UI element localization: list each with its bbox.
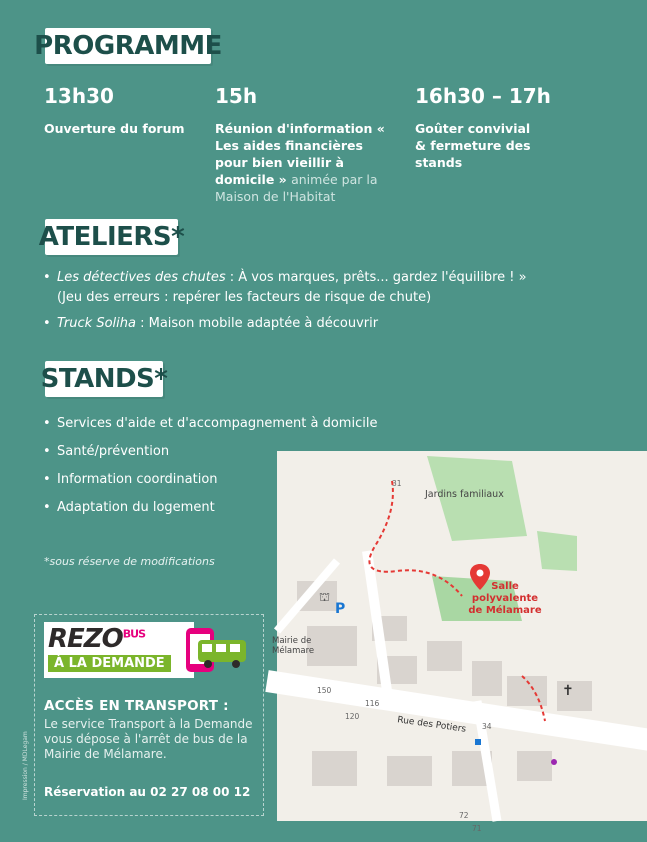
stand-item-text: Santé/prévention bbox=[57, 444, 170, 459]
access-text: Le service Transport à la Demande vous dépose à l'arrêt de bus de la Mairie de Mélamare. bbox=[44, 717, 253, 761]
house-number: 71 bbox=[472, 824, 482, 833]
ateliers-list bbox=[43, 268, 573, 334]
venue-label bbox=[465, 581, 545, 617]
church-icon: ✝ bbox=[562, 683, 574, 699]
slot-2-block bbox=[215, 120, 393, 205]
reservation-phone[interactable]: Réservation au 02 27 08 00 12 bbox=[44, 785, 251, 799]
mairie-label bbox=[272, 636, 314, 656]
stand-item bbox=[43, 438, 443, 466]
atelier-item-name: Les détectives des chutes bbox=[57, 270, 226, 285]
bullet-icon: • bbox=[43, 316, 51, 331]
building bbox=[517, 751, 552, 781]
building bbox=[387, 756, 432, 786]
rezo-logo-main bbox=[48, 624, 145, 654]
slot-3-title: Goûter convivial & fermeture des stands bbox=[415, 121, 531, 170]
house-number: 150 bbox=[317, 686, 332, 695]
building bbox=[427, 641, 462, 671]
stand-item-text: Information coordination bbox=[57, 472, 218, 487]
atelier-item bbox=[43, 268, 573, 308]
rezo-logo-sup: BUS bbox=[122, 627, 145, 641]
bullet-icon: • bbox=[43, 472, 51, 487]
parking-icon: P bbox=[335, 601, 346, 617]
atelier-item-body bbox=[57, 268, 527, 308]
atelier-item-text: : Maison mobile adaptée à découvrir bbox=[135, 316, 379, 331]
slot-2-time: 15h bbox=[215, 84, 258, 108]
house-number: 72 bbox=[459, 811, 469, 820]
poi-dot bbox=[551, 759, 557, 765]
stands-list bbox=[43, 410, 443, 522]
jardins-label: Jardins familiaux bbox=[425, 489, 504, 500]
stand-item-text: Adaptation du logement bbox=[57, 500, 215, 515]
atelier-item-body bbox=[57, 314, 378, 334]
slot-3-time: 16h30 – 17h bbox=[415, 84, 551, 108]
bullet-icon: • bbox=[43, 500, 51, 515]
programme-heading bbox=[34, 28, 222, 64]
access-title: ACCÈS EN TRANSPORT : bbox=[44, 698, 229, 714]
ateliers-heading-text: ATELIERS* bbox=[38, 222, 185, 252]
venue-line1: Salle bbox=[491, 581, 519, 592]
bullet-icon: • bbox=[43, 444, 51, 459]
rezo-logo bbox=[44, 622, 254, 682]
phone-bus-icon bbox=[184, 626, 248, 674]
house-number: 120 bbox=[345, 712, 360, 721]
green-area bbox=[537, 531, 577, 571]
slot-1-title: Ouverture du forum bbox=[44, 121, 185, 136]
venue-line3: de Mélamare bbox=[468, 605, 542, 616]
stands-heading bbox=[40, 361, 168, 397]
bullet-icon: • bbox=[43, 270, 51, 285]
stand-item-text: Services d'aide et d'accompagnement à domicile bbox=[57, 416, 378, 431]
slot-2-title: Réunion d'information « Les aides financières pour bien vieillir à domicile » bbox=[215, 121, 385, 187]
stand-item bbox=[43, 466, 443, 494]
slot-2-detail: animée par la Maison de l'Habitat bbox=[215, 172, 378, 204]
building bbox=[507, 676, 547, 706]
atelier-item bbox=[43, 314, 573, 334]
reservation-note: *sous réserve de modifications bbox=[44, 555, 215, 568]
mairie-line1: Mairie de bbox=[272, 636, 312, 646]
rezo-logo-sub: À LA DEMANDE bbox=[48, 655, 171, 672]
stand-item bbox=[43, 410, 443, 438]
house-number: 31 bbox=[392, 479, 402, 488]
ateliers-heading bbox=[38, 219, 185, 255]
stand-item bbox=[43, 494, 443, 522]
building bbox=[472, 661, 502, 696]
house-number: 34 bbox=[482, 722, 492, 731]
house-number: 116 bbox=[365, 699, 380, 708]
building bbox=[312, 751, 357, 786]
bus-stop-icon bbox=[475, 739, 481, 745]
print-credit: Impression / MDLegam bbox=[22, 731, 29, 800]
bullet-icon: • bbox=[43, 416, 51, 431]
slot-1-time: 13h30 bbox=[44, 84, 114, 108]
atelier-item-name: Truck Soliha bbox=[57, 316, 136, 331]
atelier-item-text: : À vos marques, prêts... gardez l'équilibre ! » bbox=[225, 270, 527, 285]
building bbox=[307, 626, 357, 666]
atelier-item-sub: (Jeu des erreurs : repérer les facteurs de risque de chute) bbox=[57, 290, 432, 305]
venue-line2: polyvalente bbox=[471, 593, 539, 604]
programme-heading-text: PROGRAMME bbox=[34, 31, 222, 61]
mairie-line2: Mélamare bbox=[272, 646, 315, 656]
townhall-icon: ⛫ bbox=[319, 590, 331, 604]
street-label: Rue des Potiers bbox=[396, 715, 467, 735]
stands-heading-text: STANDS* bbox=[40, 364, 168, 394]
rezo-logo-word: REZO bbox=[48, 624, 123, 654]
